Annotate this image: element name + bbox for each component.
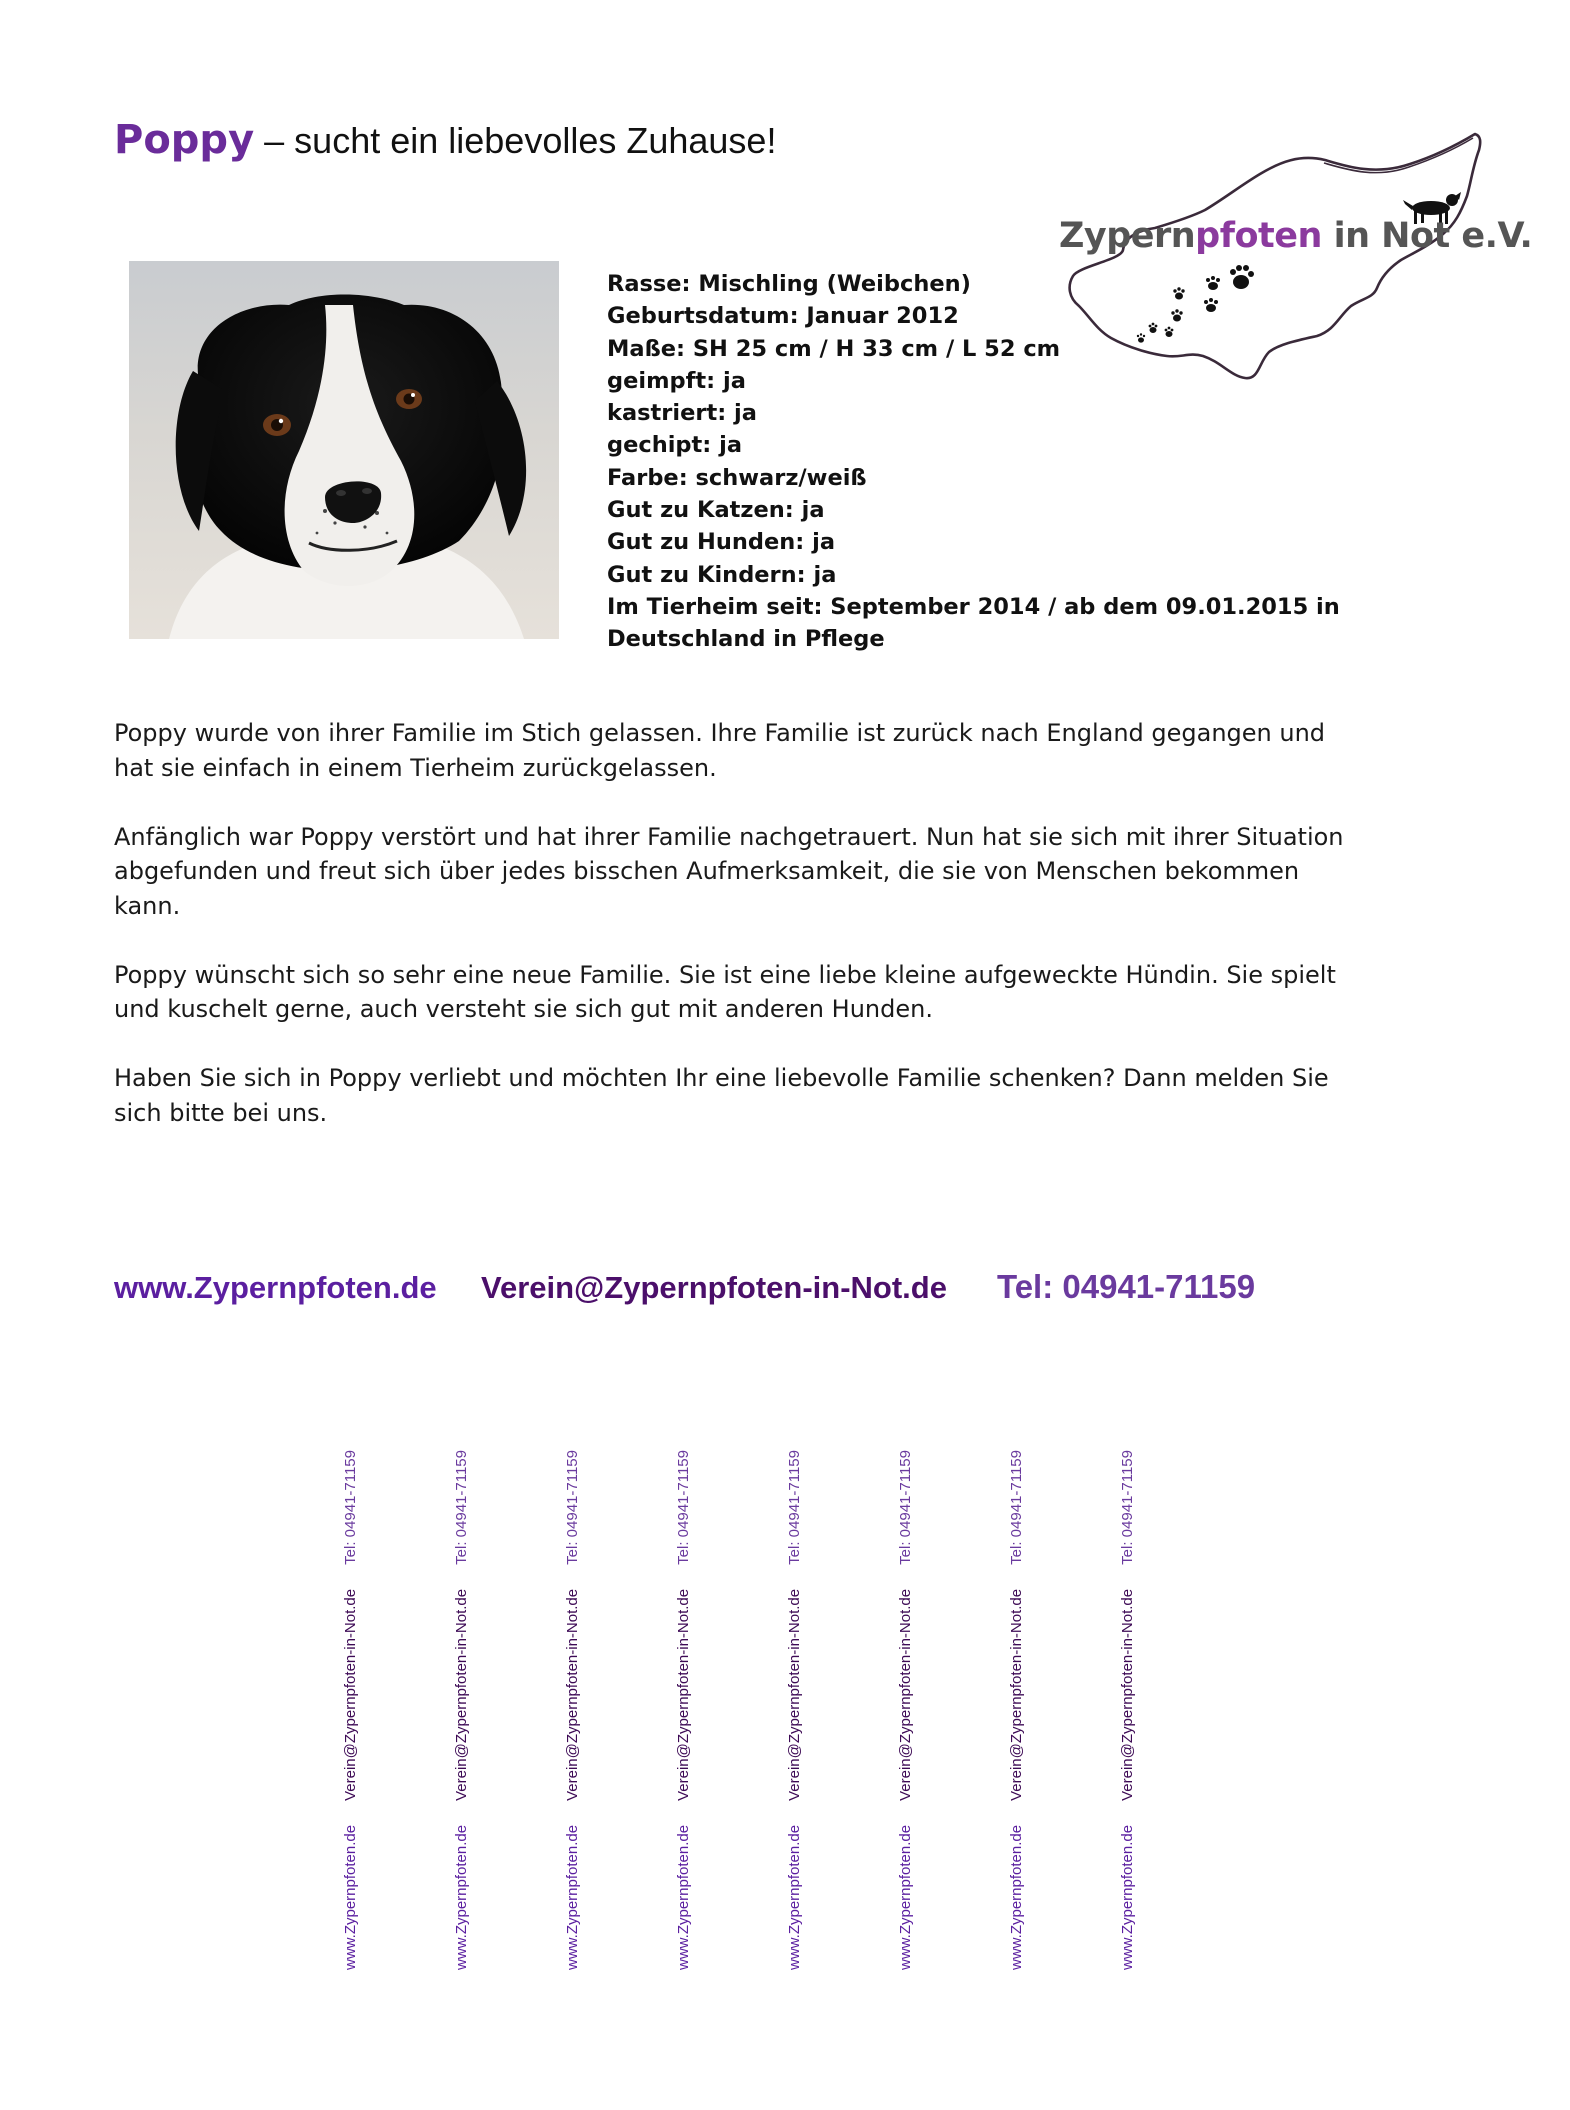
fact-measurements: Maße: SH 25 cm / H 33 cm / L 52 cm bbox=[607, 335, 1061, 362]
strip-phone: Tel: 04941-71159 bbox=[563, 1450, 581, 1565]
fact-breed: Rasse: Mischling (Weibchen) bbox=[607, 271, 971, 297]
paragraph: Poppy wurde von ihrer Familie im Stich gelassen. Ihre Familie ist zurück nach England gegangen und hat sie einfach in einem Tierheim zurückgelassen. bbox=[114, 719, 1326, 782]
strip-phone: Tel: 04941-71159 bbox=[1007, 1450, 1025, 1565]
paragraph: Poppy wünscht sich so sehr eine neue Familie. Sie ist eine liebe kleine aufgeweckte Hündin. Sie spielt und kuschelt gerne, auch versteht sie sich gut mit anderen Hunden. bbox=[114, 960, 1336, 1023]
paragraph: Haben Sie sich in Poppy verliebt und möchten Ihr eine liebevolle Familie schenken? Dann melden Sie sich bitte bei uns. bbox=[114, 1064, 1329, 1127]
strip-website: www.Zypernpfoten.de bbox=[785, 1824, 803, 1970]
strip-website: www.Zypernpfoten.de bbox=[1118, 1824, 1136, 1970]
strip-website: www.Zypernpfoten.de bbox=[1007, 1824, 1025, 1970]
fact-color: Farbe: schwarz/weiß bbox=[607, 464, 867, 491]
strip-email: Verein@Zypernpfoten-in-Not.de bbox=[341, 1588, 359, 1801]
strip-phone: Tel: 04941-71159 bbox=[452, 1450, 470, 1565]
strip-email: Verein@Zypernpfoten-in-Not.de bbox=[452, 1588, 470, 1801]
tear-off-strip[interactable] bbox=[552, 1440, 592, 1980]
fact-vaccinated: geimpft: ja bbox=[607, 367, 746, 394]
strip-email: Verein@Zypernpfoten-in-Not.de bbox=[563, 1588, 581, 1801]
strip-email: Verein@Zypernpfoten-in-Not.de bbox=[785, 1588, 803, 1801]
tear-off-strip[interactable] bbox=[774, 1440, 814, 1980]
strip-website: www.Zypernpfoten.de bbox=[452, 1824, 470, 1970]
paragraph: Anfänglich war Poppy verstört und hat ihrer Familie nachgetrauert. Nun hat sie sich mit ihrer Situation abgefunden und freut sich über jedes bisschen Aufmerksamkeit, die sie von Menschen bekommen kann. bbox=[114, 822, 1344, 920]
strip-phone: Tel: 04941-71159 bbox=[896, 1450, 914, 1565]
website-link[interactable]: www.Zypernpfoten.de bbox=[114, 1270, 437, 1305]
tear-off-strip[interactable] bbox=[441, 1440, 481, 1980]
dog-facts-list bbox=[607, 268, 1367, 656]
tear-off-strips bbox=[330, 1440, 1170, 1980]
fact-good-with-kids: Gut zu Kindern: ja bbox=[607, 561, 837, 588]
fact-shelter-since: Im Tierheim seit: September 2014 / ab dem 09.01.2015 in Deutschland in Pflege bbox=[607, 593, 1340, 653]
strip-website: www.Zypernpfoten.de bbox=[341, 1824, 359, 1970]
tear-off-strip[interactable] bbox=[330, 1440, 370, 1980]
fact-chipped: gechipt: ja bbox=[607, 432, 743, 459]
strip-website: www.Zypernpfoten.de bbox=[896, 1824, 914, 1970]
page-title bbox=[114, 116, 776, 164]
fact-good-with-cats: Gut zu Katzen: ja bbox=[607, 497, 825, 524]
description bbox=[114, 716, 1364, 1165]
strip-phone: Tel: 04941-71159 bbox=[341, 1450, 359, 1565]
strip-phone: Tel: 04941-71159 bbox=[1118, 1450, 1136, 1565]
title-tagline: – sucht ein liebevolles Zuhause! bbox=[254, 120, 777, 161]
strip-email: Verein@Zypernpfoten-in-Not.de bbox=[1007, 1588, 1025, 1801]
tear-off-strip[interactable] bbox=[663, 1440, 703, 1980]
phone-number: Tel: 04941-71159 bbox=[997, 1268, 1256, 1305]
fact-birthdate: Geburtsdatum: Januar 2012 bbox=[607, 303, 959, 330]
strip-phone: Tel: 04941-71159 bbox=[785, 1450, 803, 1565]
tear-off-strip[interactable] bbox=[996, 1440, 1036, 1980]
strip-website: www.Zypernpfoten.de bbox=[674, 1824, 692, 1970]
strip-phone: Tel: 04941-71159 bbox=[674, 1450, 692, 1565]
fact-neutered: kastriert: ja bbox=[607, 400, 757, 427]
strip-email: Verein@Zypernpfoten-in-Not.de bbox=[674, 1588, 692, 1801]
logo-wordmark: Zypernpfoten in Not e.V. bbox=[1059, 216, 1533, 256]
dog-portrait-icon bbox=[129, 261, 559, 639]
tear-off-strip[interactable] bbox=[1107, 1440, 1147, 1980]
strip-email: Verein@Zypernpfoten-in-Not.de bbox=[896, 1588, 914, 1801]
strip-email: Verein@Zypernpfoten-in-Not.de bbox=[1118, 1588, 1136, 1801]
dog-photo bbox=[129, 261, 559, 639]
contact-line bbox=[114, 1270, 1414, 1314]
dog-name: Poppy bbox=[114, 117, 255, 163]
fact-good-with-dogs: Gut zu Hunden: ja bbox=[607, 529, 835, 556]
email-link[interactable]: Verein@Zypernpfoten-in-Not.de bbox=[481, 1270, 947, 1305]
tear-off-strip[interactable] bbox=[885, 1440, 925, 1980]
strip-website: www.Zypernpfoten.de bbox=[563, 1824, 581, 1970]
